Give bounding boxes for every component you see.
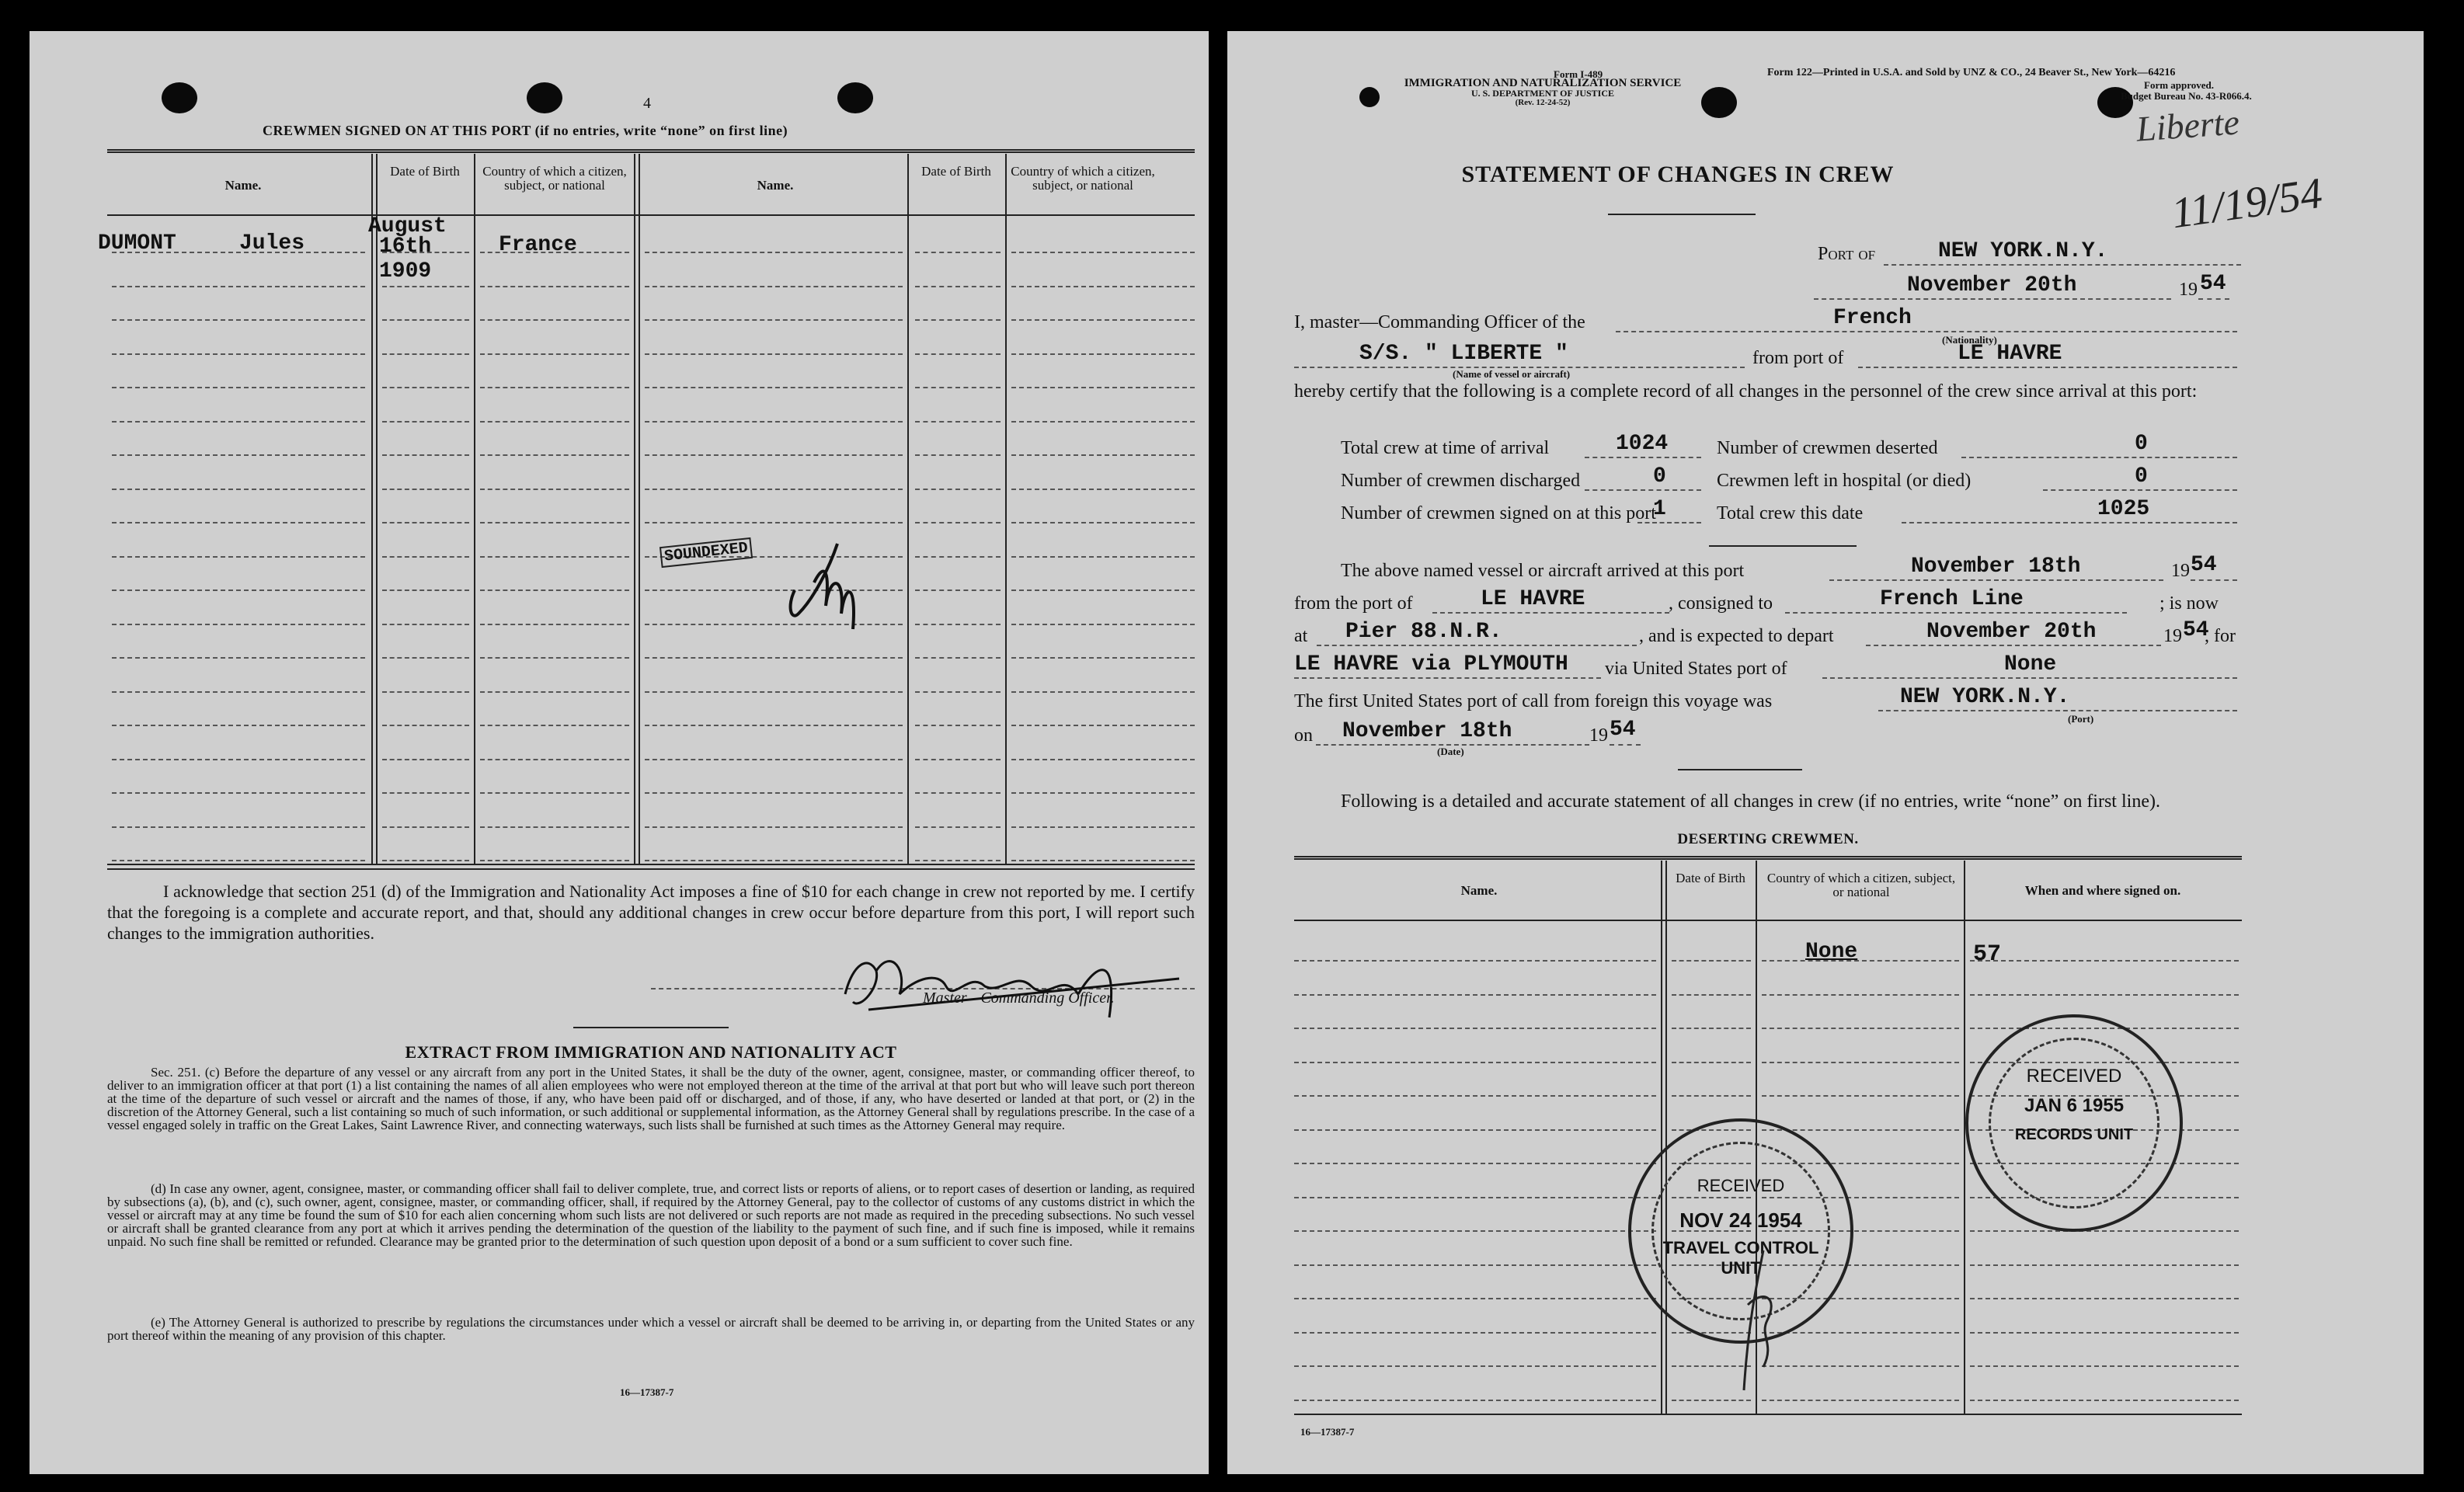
ruled-line bbox=[480, 522, 629, 523]
from-the-port-label: from the port of bbox=[1294, 593, 1413, 614]
ruled-line bbox=[915, 421, 1001, 423]
ruled-line bbox=[1011, 589, 1195, 591]
ruled-line bbox=[1970, 1298, 2239, 1299]
ruled-line bbox=[1011, 725, 1195, 726]
entry-dob-month: August bbox=[368, 214, 447, 238]
ruled-line bbox=[112, 454, 365, 456]
port-label: Port of bbox=[1818, 244, 1876, 264]
extract-section-e: (e) The Attorney General is authorized to prescribe by regulations the circumstances under which a vessel or aircraft shall be deemed to be arriving in, or departing from the United States or any port thereof within the meaning of any provision of this chapter. bbox=[107, 1315, 1195, 1343]
ruled-line bbox=[645, 353, 903, 355]
ruled-line bbox=[915, 454, 1001, 456]
entry-given-name: Jules bbox=[239, 231, 305, 256]
col-header-country-2: Country of which a citizen, subject, or national bbox=[1011, 164, 1155, 193]
received-stamp-records-unit bbox=[1965, 1014, 2183, 1232]
form-approved: Form approved. bbox=[2144, 79, 2215, 91]
deserting-col-country: Country of which a citizen, subject, or national bbox=[1766, 871, 1956, 899]
agency: IMMIGRATION AND NATURALIZATION SERVICE bbox=[1404, 77, 1682, 89]
ruled-line bbox=[112, 353, 365, 355]
arrived-date: November 18th bbox=[1911, 555, 2081, 579]
expected-label: , and is expected to depart bbox=[1639, 626, 1834, 646]
total-arrival-label: Total crew at time of arrival bbox=[1341, 438, 1550, 458]
ruled-line bbox=[480, 319, 629, 321]
ruled-line bbox=[645, 759, 903, 760]
ruled-line bbox=[1294, 960, 1656, 962]
report-year: 54 bbox=[2200, 272, 2226, 296]
ruled-line bbox=[112, 860, 365, 861]
ruled-line bbox=[112, 522, 365, 523]
entry-dob-day: 16th bbox=[379, 235, 432, 259]
deserted-label: Number of crewmen deserted bbox=[1717, 438, 1938, 458]
col-header-name-2: Name. bbox=[757, 178, 794, 193]
ruled-line bbox=[1672, 960, 1751, 962]
ruled-line bbox=[480, 589, 629, 591]
ruled-line bbox=[382, 657, 469, 659]
ruled-line bbox=[1294, 1095, 1656, 1097]
signed-value: 1 bbox=[1653, 497, 1666, 521]
ruled-line bbox=[1011, 387, 1195, 388]
ruled-line bbox=[1762, 1028, 1959, 1029]
ruled-line bbox=[112, 725, 365, 726]
budget-bureau: Budget Bureau No. 43-R066.4. bbox=[2121, 90, 2252, 102]
ruled-line bbox=[645, 252, 903, 253]
ruled-line bbox=[1294, 1163, 1656, 1164]
col-header-name: Name. bbox=[224, 178, 262, 193]
ruled-line bbox=[112, 624, 365, 625]
ruled-line bbox=[915, 489, 1001, 490]
punch-hole bbox=[162, 82, 197, 113]
ruled-line bbox=[1294, 1365, 1656, 1367]
first-year: 54 bbox=[1610, 718, 1636, 742]
ruled-line bbox=[915, 826, 1001, 828]
ruled-line bbox=[915, 522, 1001, 523]
certify-text: hereby certify that the following is a complete record of all changes in the personnel of the crew since arrival at this port: bbox=[1294, 381, 2198, 402]
ruled-line bbox=[1970, 1400, 2239, 1401]
number-57: 57 bbox=[1973, 941, 2002, 968]
ruled-line bbox=[112, 286, 365, 287]
department: U. S. DEPARTMENT OF JUSTICE bbox=[1470, 88, 1615, 99]
ruled-line bbox=[382, 624, 469, 625]
ruled-line bbox=[382, 387, 469, 388]
first-port-label: The first United States port of call from foreign this voyage was bbox=[1294, 691, 1773, 711]
ruled-line bbox=[645, 826, 903, 828]
ruled-line bbox=[480, 826, 629, 828]
extract-section-c: Sec. 251. (c) Before the departure of any vessel or any aircraft from any port in the United States, it shall be the duty of the owner, agent, consignee, master, or commanding officer thereof, to deliver to an immigration officer at that port (1) a list containing the names of all alien employees who were not employed thereon at the time of the arrival at that port but who will leave such port thereon at the time of the departure of such vessel or aircraft and the names of those, if any, who have been paid off or discharged, and of those, if any, who have deserted or landed at that port, or (2) in the discretion of the Attorney General, such a list containing so much of such information, or such additional or supplemental information, as the Attorney General shall by regulations prescribe. In the case of a vessel engaged solely in traffic on the Great Lakes, Saint Lawrence River, and connecting waterways, such lists shall be furnished at such times as the Attorney General may require. bbox=[107, 1065, 1195, 1132]
ruled-line bbox=[915, 860, 1001, 861]
hospital-value: 0 bbox=[2135, 464, 2148, 489]
consignee: French Line bbox=[1880, 587, 2024, 611]
stamp2-received: RECEIVED bbox=[2026, 1066, 2122, 1087]
from-port-label: from port of bbox=[1752, 348, 1844, 368]
ruled-line bbox=[915, 353, 1001, 355]
ruled-line bbox=[382, 421, 469, 423]
ruled-line bbox=[382, 759, 469, 760]
ruled-line bbox=[1294, 1264, 1656, 1266]
stamp1-unit-line2: UNIT bbox=[1721, 1258, 1761, 1278]
ruled-line bbox=[112, 657, 365, 659]
hospital-label: Crewmen left in hospital (or died) bbox=[1717, 471, 1972, 491]
consigned-label: , consigned to bbox=[1669, 593, 1773, 614]
ruled-line bbox=[1970, 960, 2239, 962]
col-header-country: Country of which a citizen, subject, or national bbox=[482, 164, 627, 193]
ruled-line bbox=[1294, 1197, 1656, 1198]
ruled-line bbox=[915, 792, 1001, 794]
ruled-line bbox=[1970, 1365, 2239, 1367]
ruled-line bbox=[382, 522, 469, 523]
nationality: French bbox=[1833, 306, 1912, 330]
total-arrival-value: 1024 bbox=[1616, 432, 1669, 456]
vessel-name: S/S. " LIBERTE " bbox=[1359, 342, 1568, 366]
ruled-line bbox=[382, 353, 469, 355]
ruled-line bbox=[1294, 1332, 1656, 1334]
ruled-line bbox=[1011, 792, 1195, 794]
ruled-line bbox=[112, 489, 365, 490]
ruled-line bbox=[645, 319, 903, 321]
ruled-line bbox=[1011, 624, 1195, 625]
ruled-line bbox=[1762, 994, 1959, 996]
depart-date: November 20th bbox=[1926, 620, 2097, 644]
ruled-line bbox=[480, 860, 629, 861]
signed-label: Number of crewmen signed on at this port bbox=[1341, 503, 1656, 523]
ruled-line bbox=[112, 319, 365, 321]
handwritten-date: 11/19/54 bbox=[2168, 169, 2326, 238]
from-port-value: LE HAVRE bbox=[1958, 342, 2062, 366]
handwritten-ship-name: Liberte bbox=[2135, 102, 2241, 149]
ruled-line bbox=[112, 826, 365, 828]
punch-hole bbox=[527, 82, 562, 113]
ruled-line bbox=[1294, 1129, 1656, 1131]
first-date: November 18th bbox=[1342, 719, 1512, 743]
ruled-line bbox=[382, 792, 469, 794]
ruled-line bbox=[1011, 353, 1195, 355]
master-signature bbox=[822, 924, 1195, 1025]
ruled-line bbox=[915, 286, 1001, 287]
ruled-line bbox=[915, 252, 1001, 253]
col-header-dob-2: Date of Birth bbox=[921, 164, 991, 179]
ruled-line bbox=[1011, 252, 1195, 253]
ruled-line bbox=[915, 691, 1001, 693]
ruled-line bbox=[112, 691, 365, 693]
ruled-line bbox=[112, 556, 365, 558]
date-caption: (Date) bbox=[1437, 746, 1464, 757]
ruled-line bbox=[480, 489, 629, 490]
ruled-line bbox=[645, 792, 903, 794]
stamp2-unit: RECORDS UNIT bbox=[2014, 1126, 2134, 1143]
none-entry: None bbox=[1805, 940, 1858, 964]
ruled-line bbox=[382, 252, 469, 253]
ruled-line bbox=[1011, 826, 1195, 828]
ruled-line bbox=[1294, 994, 1656, 996]
master-label: I, master—Commanding Officer of the bbox=[1294, 312, 1585, 332]
ruled-line bbox=[1762, 1095, 1959, 1097]
ruled-line bbox=[1011, 286, 1195, 287]
ruled-line bbox=[382, 319, 469, 321]
ruled-line bbox=[112, 421, 365, 423]
ruled-line bbox=[112, 792, 365, 794]
ruled-line bbox=[1762, 1062, 1959, 1063]
signature-caption: Master—Commanding Officer. bbox=[923, 989, 1115, 1007]
ruled-line bbox=[1672, 1028, 1751, 1029]
ruled-line bbox=[915, 725, 1001, 726]
ruled-line bbox=[480, 725, 629, 726]
entry-dob-year: 1909 bbox=[379, 259, 432, 283]
arrived-label: The above named vessel or aircraft arrived at this port bbox=[1341, 561, 1745, 581]
ruled-line bbox=[915, 319, 1001, 321]
ruled-line bbox=[382, 454, 469, 456]
ruled-line bbox=[112, 759, 365, 760]
ruled-line bbox=[1294, 1298, 1656, 1299]
ruled-line bbox=[480, 556, 629, 558]
ruled-line bbox=[645, 489, 903, 490]
ruled-line bbox=[645, 860, 903, 861]
ruled-line bbox=[480, 624, 629, 625]
ruled-line bbox=[382, 556, 469, 558]
ruled-line bbox=[382, 691, 469, 693]
following-text: Following is a detailed and accurate statement of all changes in crew (if no entries, write “none” on first line). bbox=[1341, 791, 2160, 812]
ruled-line bbox=[1011, 421, 1195, 423]
depart-year: 54 bbox=[2183, 618, 2209, 642]
deserting-col-signed-on: When and where signed on. bbox=[2024, 883, 2181, 898]
discharged-value: 0 bbox=[1653, 464, 1666, 489]
ruled-line bbox=[382, 489, 469, 490]
report-year-prefix: 19 bbox=[2179, 280, 2198, 300]
col-header-dob: Date of Birth bbox=[390, 164, 460, 179]
ruled-line bbox=[1011, 454, 1195, 456]
left-page bbox=[30, 31, 1209, 1474]
ruled-line bbox=[915, 589, 1001, 591]
deserting-title: DESERTING CREWMEN. bbox=[1677, 831, 1859, 847]
ruled-line bbox=[480, 691, 629, 693]
stamp2-date: JAN 6 1955 bbox=[2024, 1095, 2125, 1116]
first-year-prefix: 19 bbox=[1589, 725, 1608, 746]
soundexed-stamp: SOUNDEXED bbox=[660, 537, 753, 568]
punch-hole bbox=[837, 82, 873, 113]
deserting-col-name: Name. bbox=[1460, 883, 1498, 898]
left-footer-code: 16—17387-7 bbox=[620, 1386, 674, 1398]
ruled-line bbox=[480, 421, 629, 423]
ruled-line bbox=[1011, 657, 1195, 659]
ruled-line bbox=[1672, 1400, 1751, 1401]
for-label: , for bbox=[2205, 626, 2236, 646]
ruled-line bbox=[480, 792, 629, 794]
ruled-line bbox=[645, 454, 903, 456]
ruled-line bbox=[1672, 1062, 1751, 1063]
ruled-line bbox=[1970, 994, 2239, 996]
ruled-line bbox=[645, 286, 903, 287]
ruled-line bbox=[1294, 1028, 1656, 1029]
ruled-line bbox=[915, 657, 1001, 659]
at-label: at bbox=[1294, 626, 1308, 646]
via-port: None bbox=[2004, 652, 2057, 676]
is-now-label: ; is now bbox=[2159, 593, 2219, 614]
ruled-line bbox=[1011, 522, 1195, 523]
ruled-line bbox=[645, 657, 903, 659]
discharged-label: Number of crewmen discharged bbox=[1341, 471, 1581, 491]
stamp1-received: RECEIVED bbox=[1697, 1176, 1785, 1195]
ruled-line bbox=[645, 387, 903, 388]
port-value: NEW YORK.N.Y. bbox=[1938, 239, 2108, 263]
ruled-line bbox=[382, 725, 469, 726]
ruled-line bbox=[112, 387, 365, 388]
total-date-value: 1025 bbox=[2097, 497, 2150, 521]
printer-note: Form 122—Printed in U.S.A. and Sold by UNZ & CO., 24 Beaver St., New York—64216 bbox=[1767, 67, 2176, 78]
revision: (Rev. 12-24-52) bbox=[1515, 98, 1571, 107]
ruled-line bbox=[1762, 1400, 1959, 1401]
ruled-line bbox=[645, 421, 903, 423]
extract-section-d: (d) In case any owner, agent, consignee, master, or commanding officer shall fail to deliver complete, true, and correct lists or reports of aliens, or to report cases of desertion or landing, as required by subsections (a), (b), and (c), such owner, agent, consignee, master, or commanding officer, shall, if required by the Attorney General, pay to the collector of customs of any customs district in which the vessel or aircraft may at any time be found the sum of $10 for each alien concerning whom such lists are not delivered or such reports are not made as required in the preceding subsections. No such vessel or aircraft shall be granted clearance from any port at which it arrives pending the determination of the question of the liability to the payment of such fine, and if such fine is imposed, while it remains unpaid. No such fine shall be remitted or refunded. Clearance may be granted prior to the determination of such question upon deposit of a bond or a sum sufficient to cover such fine. bbox=[107, 1181, 1195, 1249]
stamp1-date: NOV 24 1954 bbox=[1679, 1209, 1802, 1232]
deserting-col-dob: Date of Birth bbox=[1676, 871, 1745, 885]
section-title: CREWMEN SIGNED ON AT THIS PORT (if no entries, write “none” on first line) bbox=[263, 123, 788, 138]
ruled-line bbox=[915, 624, 1001, 625]
ruled-line bbox=[1011, 489, 1195, 490]
ruled-line bbox=[1294, 1230, 1656, 1232]
ruled-line bbox=[112, 252, 365, 253]
ruled-line bbox=[480, 252, 629, 253]
ruled-line bbox=[382, 589, 469, 591]
report-date: November 20th bbox=[1907, 273, 2077, 297]
deserted-value: 0 bbox=[2135, 432, 2148, 456]
page-number: 4 bbox=[643, 95, 651, 112]
ruled-line bbox=[1970, 1332, 2239, 1334]
extract-title: EXTRACT FROM IMMIGRATION AND NATIONALITY ACT bbox=[405, 1042, 897, 1062]
vessel-caption: (Name of vessel or aircraft) bbox=[1453, 368, 1571, 380]
ruled-line bbox=[480, 759, 629, 760]
ruled-line bbox=[1762, 960, 1959, 962]
nationality-caption: (Nationality) bbox=[1942, 334, 1997, 346]
ruled-line bbox=[1011, 319, 1195, 321]
port-caption: (Port) bbox=[2068, 713, 2094, 725]
ruled-line bbox=[480, 454, 629, 456]
ruled-line bbox=[915, 387, 1001, 388]
ruled-line bbox=[382, 860, 469, 861]
ruled-line bbox=[915, 556, 1001, 558]
arrived-year-prefix: 19 bbox=[2171, 561, 2190, 581]
total-date-label: Total crew this date bbox=[1717, 503, 1864, 523]
ruled-line bbox=[1011, 691, 1195, 693]
ruled-line bbox=[480, 387, 629, 388]
ruled-line bbox=[1011, 759, 1195, 760]
ruled-line bbox=[1970, 1264, 2239, 1266]
form-number: Form I-489 bbox=[1554, 68, 1603, 80]
ruled-line bbox=[480, 286, 629, 287]
ruled-line bbox=[1294, 1400, 1656, 1401]
ruled-line bbox=[1011, 860, 1195, 861]
ruled-line bbox=[1294, 1062, 1656, 1063]
acknowledgment-text: I acknowledge that section 251 (d) of the Immigration and Nationality Act imposes a fine of $10 for each change in crew not reported by me. I certify that the foregoing is a complete and accurate report, and that, should any additional changes in crew occur before departure from this port, I will report such changes to the immigration authorities. bbox=[107, 882, 1195, 943]
form-title: STATEMENT OF CHANGES IN CREW bbox=[1461, 162, 1895, 187]
stamp-initials bbox=[1732, 1243, 1794, 1398]
right-footer-code: 16—17387-7 bbox=[1300, 1426, 1355, 1438]
on-label: on bbox=[1294, 725, 1313, 746]
ruled-line bbox=[1672, 1095, 1751, 1097]
arrived-from: LE HAVRE bbox=[1481, 587, 1585, 611]
ruled-line bbox=[1970, 1230, 2239, 1232]
ruled-line bbox=[645, 725, 903, 726]
destination: LE HAVRE via PLYMOUTH bbox=[1294, 652, 1568, 676]
ruled-line bbox=[480, 353, 629, 355]
entry-surname: DUMONT bbox=[98, 231, 176, 256]
stamp1-unit: TRAVEL CONTROL bbox=[1662, 1238, 1819, 1257]
right-page bbox=[1227, 31, 2424, 1474]
initials-signature bbox=[783, 513, 868, 637]
first-port: NEW YORK.N.Y. bbox=[1900, 685, 2070, 709]
ruled-line bbox=[382, 826, 469, 828]
depart-year-prefix: 19 bbox=[2163, 626, 2182, 646]
arrived-year: 54 bbox=[2191, 553, 2217, 577]
ruled-line bbox=[645, 691, 903, 693]
ruled-line bbox=[480, 657, 629, 659]
pier: Pier 88.N.R. bbox=[1345, 620, 1502, 644]
ruled-line bbox=[1672, 994, 1751, 996]
via-label: via United States port of bbox=[1605, 659, 1787, 679]
ruled-line bbox=[112, 589, 365, 591]
ruled-line bbox=[1011, 556, 1195, 558]
entry-country: France bbox=[499, 233, 577, 257]
ruled-line bbox=[915, 759, 1001, 760]
ruled-line bbox=[382, 286, 469, 287]
